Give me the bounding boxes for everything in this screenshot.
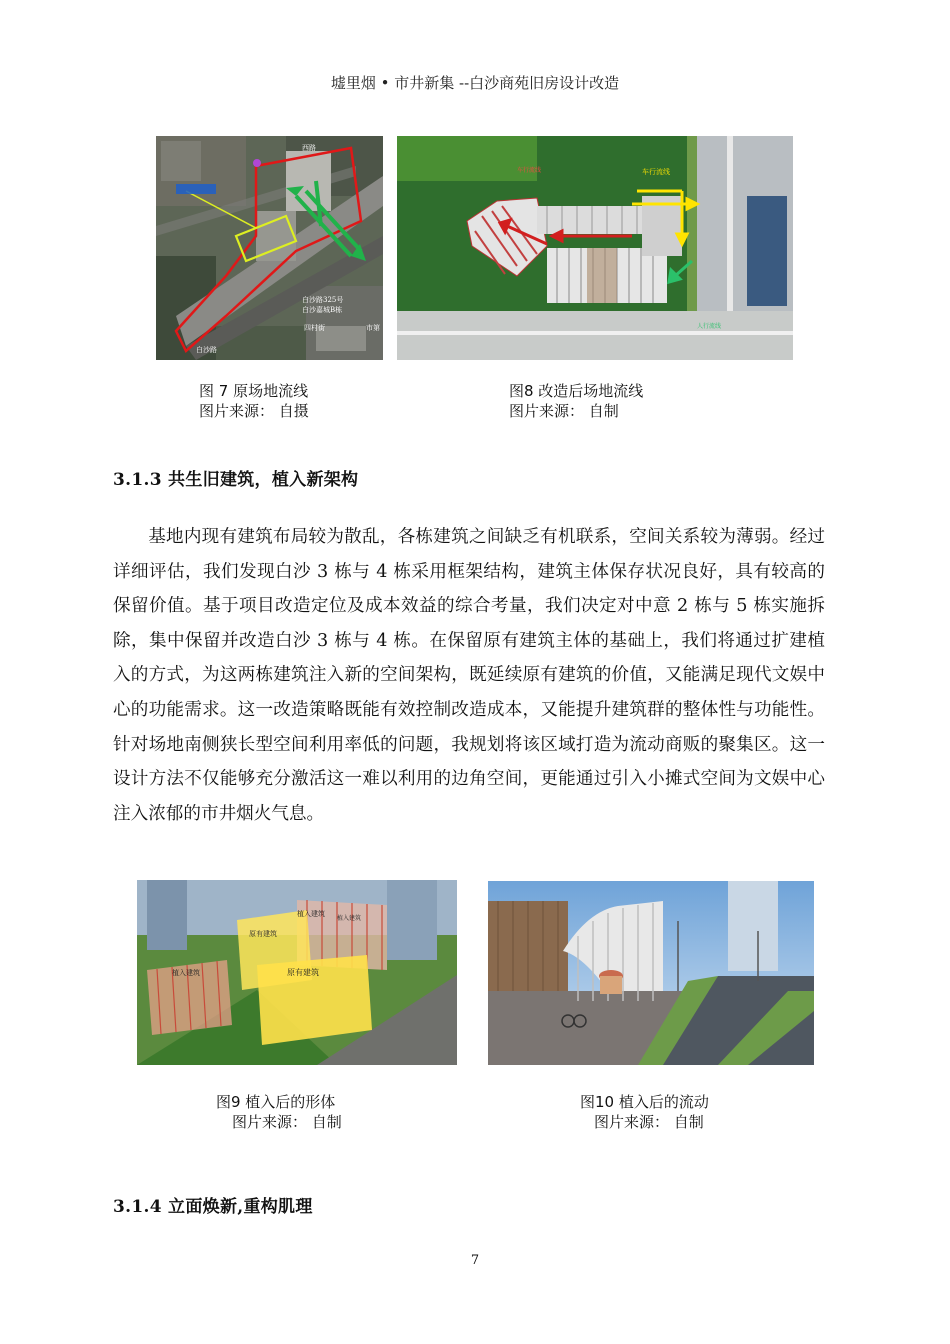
figure-10-street-render [488,881,814,1065]
map-label: 白沙路325号 [302,296,344,304]
figure-8-site-plan [397,136,793,360]
render-label: 植入建筑 [172,969,200,977]
plan-label-pedestrian-flow: 人行流线 [697,323,722,330]
body-paragraph: 基地内现有建筑布局较为散乱，各栋建筑之间缺乏有机联系，空间关系较为薄弱。经过详细评估，我们发现白沙 3 栋与 4 栋采用框架结构，建筑主体保存状况良好，具有较高的保留价值。基于项目改造定位及成本效益的综合考量，我们决定对中意 2 栋与 5 栋实施拆除，集中保留并改造白沙 3 栋与 4 栋。在保留原有建筑主体的基础上，我们将通过扩建植入的方式，为这两栋建筑注入新的空间架构，既延续原有建筑的价值，又能满足现代文娱中心的功能需求。这一改造策略既能有效控制改造成本，又能提升建筑群的整体性与功能性。针对场地南侧狭长型空间利用率低的问题，我规划将该区域打造为流动商贩的聚集区。这一设计方法不仅能够充分激活这一难以利用的边角空间，更能通过引入小摊式空间为文娱中心注入浓郁的市井烟火气息。 [113,527,825,824]
figure-7-title: 图 7 原场地流线 [199,382,309,400]
figure-7-aerial-map [156,136,383,360]
page-header: 墟里烟 • 市井新集 --白沙商苑旧房设计改造 [330,74,620,92]
render-label: 原有建筑 [287,968,319,977]
render-label: 植入建筑 [297,910,325,918]
figure-8-title: 图8 改造后场地流线 [509,382,644,400]
figure-10-title: 图10 植入后的流动 [580,1093,709,1111]
plan-label-car-flow: 车行流线 [517,167,542,174]
figure-9-title: 图9 植入后的形体 [216,1093,336,1111]
figure-8-source: 图片来源： 自制 [509,402,619,420]
section-heading-3-1-4: 3.1.4 立面焕新,重构肌理 [113,1197,313,1217]
plan-label-car-flow-2: 车行流线 [642,168,670,176]
section-heading-3-1-3: 3.1.3 共生旧建筑，植入新架构 [113,470,359,490]
figure-9-massing-render [137,880,457,1065]
page-number: 7 [470,1253,480,1268]
map-label: 白沙嘉城B栋 [302,306,343,314]
figure-9-source: 图片来源： 自制 [232,1113,342,1131]
figure-7-source: 图片来源： 自摄 [199,402,309,420]
figure-7-caption [199,381,309,421]
figure-10-caption [580,1092,709,1132]
render-label: 植入建筑 [337,915,362,922]
map-label: 白沙路 [196,346,217,354]
map-label: 四村街 [304,324,325,332]
figure-8-caption [509,381,643,421]
map-label: 市第 [366,324,380,332]
figure-9-caption [216,1092,342,1132]
figure-10-source: 图片来源： 自制 [594,1113,704,1131]
map-label: 西路 [302,144,316,152]
render-label: 原有建筑 [249,930,277,938]
